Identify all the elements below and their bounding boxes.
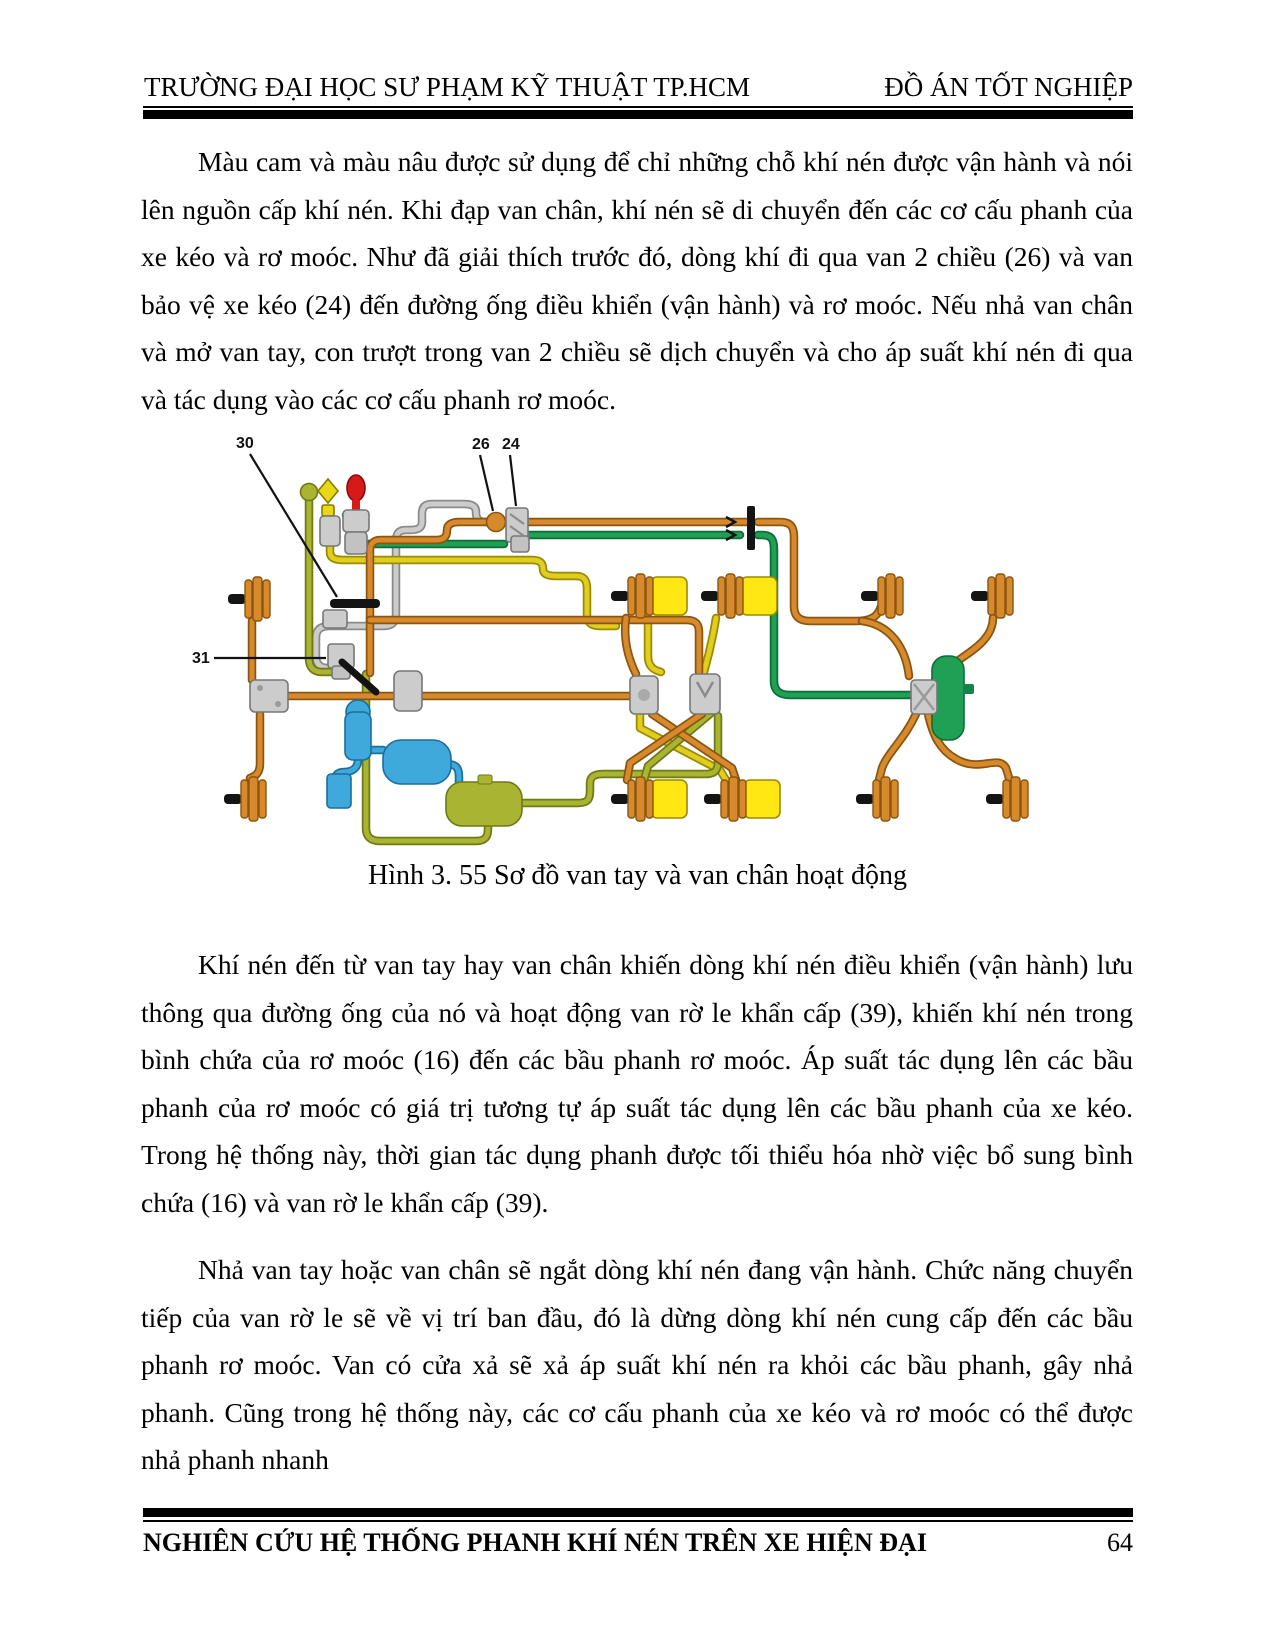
leader-26 <box>480 455 493 511</box>
compressor <box>327 774 351 808</box>
brake-chamber-tractor-rear-4 <box>704 777 780 821</box>
hand-valve-handle <box>330 599 380 608</box>
header-school-title: TRƯỜNG ĐẠI HỌC SƯ PHẠM KỸ THUẬT TP.HCM <box>144 72 750 102</box>
brake-chamber-trailer-2 <box>971 574 1013 618</box>
leader-24 <box>510 455 516 506</box>
header-rule-thin <box>143 106 1133 108</box>
label-30: 30 <box>236 435 254 452</box>
wet-tank-blue <box>383 740 451 784</box>
brake-chamber-trailer-3 <box>856 777 898 821</box>
brake-chamber-trailer-1 <box>861 574 903 618</box>
bolt <box>275 701 281 707</box>
hand-valve-body <box>323 610 347 628</box>
label-24: 24 <box>502 436 520 453</box>
brake-chamber-tractor-rear-1 <box>611 574 687 618</box>
footer-rule-thick <box>143 1508 1133 1517</box>
footer-page-number: 64 <box>1107 1528 1133 1557</box>
label-26: 26 <box>472 436 490 453</box>
air-dryer <box>345 712 371 760</box>
glad-hand-tick <box>747 506 755 550</box>
protection-valve-port <box>511 536 529 552</box>
orange-left-lower <box>250 714 260 778</box>
paragraph-2: Khí nén đến từ van tay hay van chân khiến dòng khí nén điều khiển (vận hành) lưu thông qua đường ống của nó và hoạt động van rờ le khẩn cấp (39), khiến khí nén trong bình chứa của rơ moóc (16) đến các bầu phanh rơ moóc. Áp suất tác dụng lên các bầu phanh của rơ moóc có giá trị tương tự áp suất tác dụng lên các bầu phanh của xe kéo. Trong hệ thống này, thời gian tác dụng phanh được tối thiểu hóa nhờ việc bổ sung bình chứa (16) và van rờ le khẩn cấp (39). <box>141 949 1133 1218</box>
bolt <box>257 685 263 691</box>
figure-caption: Hình 3. 55 Sơ đồ van tay và van chân hoạt động <box>368 860 907 891</box>
brake-chamber-tractor-rear-2 <box>701 574 777 618</box>
figure-brake-diagram <box>180 418 1030 850</box>
footer-rule-thin <box>143 1520 1133 1522</box>
service-reservoir-olive <box>446 782 522 826</box>
red-control-knob <box>347 475 365 501</box>
header-doc-type: ĐỒ ÁN TỐT NGHIỆP <box>884 72 1133 102</box>
valve-detail <box>638 689 650 701</box>
brake-chamber-tractor-rear-3 <box>611 777 687 821</box>
gray-valve-left <box>320 516 340 546</box>
brake-chamber-trailer-4 <box>986 777 1028 821</box>
yellow-feed-1 <box>648 618 661 672</box>
brake-chamber-front-left <box>228 577 270 621</box>
orange-to-relay <box>862 621 909 676</box>
elbow-fitting <box>394 671 422 711</box>
warning-diamond <box>318 479 338 503</box>
diamond-fitting <box>322 505 334 516</box>
paragraph-1: Màu cam và màu nâu được sử dụng để chỉ những chỗ khí nén được vận hành và nói lên nguồn cấp khí nén. Khi đạp van chân, khí nén sẽ di chuyển đến các cơ cấu phanh của xe kéo và rơ moóc. Như đã giải thích trước đó, dòng khí đi qua van 2 chiều (26) và van bảo vệ xe kéo (24) đến đường ống điều khiển (vận hành) và rơ moóc. Nếu nhả van chân và mở van tay, con trượt trong van 2 chiều sẽ dịch chuyển và cho áp suất khí nén đi qua và tác dụng vào các cơ cấu phanh rơ moóc. <box>141 146 1133 415</box>
tank-fitting <box>478 775 492 784</box>
foot-valve-lower <box>345 532 367 554</box>
two-way-valve <box>487 513 506 532</box>
foot-valve-upper <box>343 510 369 532</box>
label-31: 31 <box>192 650 210 667</box>
tank-stub <box>963 684 974 694</box>
brake-chamber-rear-left <box>224 777 266 821</box>
left-junction-valve <box>250 680 288 712</box>
paragraph-3: Nhả van tay hoặc van chân sẽ ngắt dòng khí nén đang vận hành. Chức năng chuyển tiếp của van rờ le sẽ về vị trí ban đầu, đó là dừng dòng khí nén cung cấp đến các bầu phanh rơ moóc. Van có cửa xả sẽ xả áp suất khí nén ra khỏi các bầu phanh, gây nhả phanh. Cũng trong hệ thống này, các cơ cấu phanh của xe kéo và rơ moóc có thể được nhả phanh nhanh <box>141 1254 1133 1475</box>
gauge-dial <box>301 484 318 501</box>
footer-thesis-title: NGHIÊN CỨU HỆ THỐNG PHANH KHÍ NÉN TRÊN XE HIỆN ĐẠI <box>143 1528 927 1557</box>
pneumatic-schematic <box>180 418 1030 850</box>
header-rule-thick <box>143 110 1133 119</box>
